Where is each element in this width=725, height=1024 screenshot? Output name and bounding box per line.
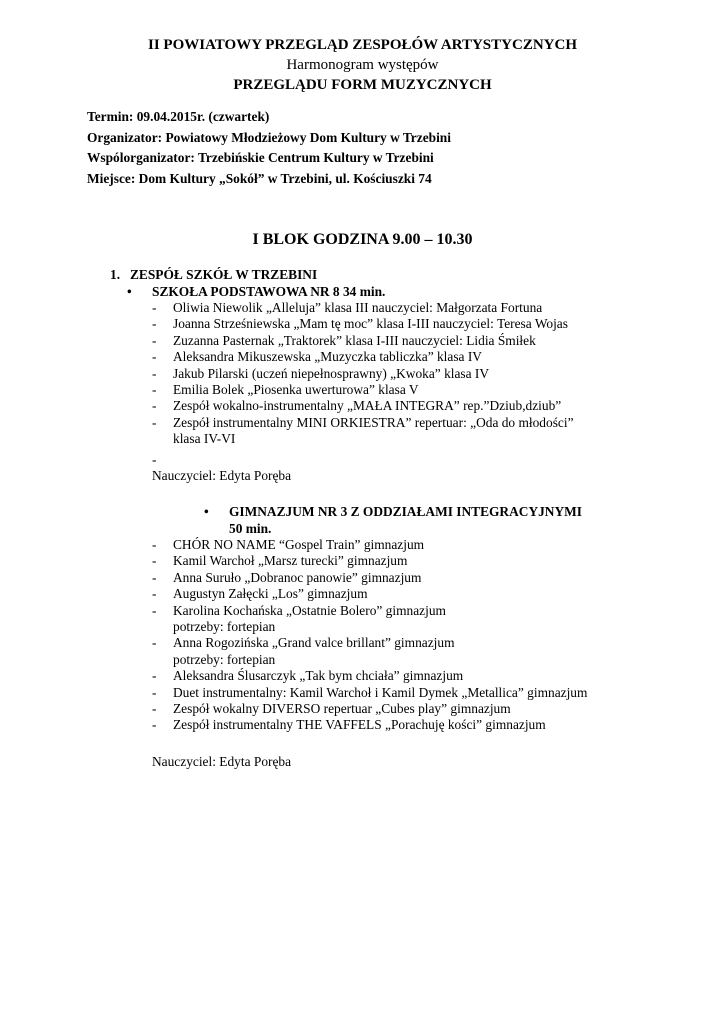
item-text: Jakub Pilarski (uczeń niepełnosprawny) „Kwoka” klasa IV [173, 365, 490, 381]
dash-marker: - [152, 684, 157, 700]
list-item [152, 701, 587, 717]
section-number: 1. [110, 267, 121, 282]
performance-list [152, 537, 587, 734]
list-item [152, 685, 587, 701]
event-organizer: Organizator: Powiatowy Młodzieżowy Dom Kultury w Trzebini [87, 129, 451, 145]
list-item [152, 603, 587, 619]
teacher-note: Nauczyciel: Edyta Poręba [152, 754, 292, 769]
item-text: Anna Rogozińska „Grand valce brillant” gimnazjum [173, 635, 455, 651]
school-heading [127, 283, 386, 300]
list-item [152, 300, 574, 316]
item-continuation: potrzeby: fortepian [173, 619, 276, 635]
list-item [152, 717, 587, 733]
event-subtitle: Harmonogram występów [286, 57, 439, 73]
item-text: Zespół instrumentalny THE VAFFELS „Porachuję kości” gimnazjum [173, 717, 546, 733]
event-info [87, 107, 451, 189]
dash-marker: - [152, 586, 157, 602]
dash-marker: - [152, 569, 157, 585]
item-text: Duet instrumentalny: Kamil Warchoł i Kamil Dymek „Metallica” gimnazjum [173, 684, 588, 700]
item-text: Joanna Strześniewska „Mam tę moc” klasa I-III nauczyciel: Teresa Wojas [173, 316, 568, 332]
item-text: Zespół instrumentalny MINI ORKIESTRA” repertuar: „Oda do młodości” [173, 414, 574, 430]
dash-marker: - [152, 316, 157, 332]
list-item [152, 382, 574, 398]
school-title: SZKOŁA PODSTAWOWA NR 8 34 min. [152, 284, 386, 299]
event-date: Termin: 09.04.2015r. (czwartek) [87, 109, 270, 124]
item-text: Aleksandra Ślusarczyk „Tak bym chciała” gimnazjum [173, 668, 464, 684]
list-item [152, 366, 574, 382]
list-item [152, 553, 587, 569]
list-item [152, 586, 587, 602]
event-venue: Miejsce: Dom Kultury „Sokół” w Trzebini, ul. Kościuszki 74 [87, 170, 432, 186]
performance-list [152, 300, 574, 448]
event-title: II POWIATOWY PRZEGLĄD ZESPOŁÓW ARTYSTYCZNYCH [148, 37, 577, 53]
school-heading [204, 503, 582, 520]
event-category: PRZEGLĄDU FORM MUZYCZNYCH [233, 77, 492, 93]
list-item [152, 316, 574, 332]
item-text: Emilia Bolek „Piosenka uwerturowa” klasa V [173, 382, 419, 398]
item-text: Augustyn Załęcki „Los” gimnazjum [173, 586, 368, 602]
dash-marker: - [152, 602, 157, 618]
item-text: CHÓR NO NAME “Gospel Train” gimnazjum [173, 537, 425, 552]
dash-marker: - [152, 701, 157, 717]
list-item [152, 570, 587, 586]
dash-marker: - [152, 635, 157, 651]
section-heading [110, 266, 317, 283]
item-text: Aleksandra Mikuszewska „Muzyczka tabliczka” klasa IV [173, 349, 482, 365]
dash-marker: - [152, 365, 157, 381]
list-item [152, 415, 574, 431]
list-item [152, 349, 574, 365]
dash-marker: - [152, 300, 157, 315]
dash-marker: - [152, 382, 157, 398]
item-text: Karolina Kochańska „Ostatnie Bolero” gimnazjum [173, 602, 446, 618]
school-duration: 50 min. [229, 521, 272, 536]
teacher-note: Nauczyciel: Edyta Poręba [152, 468, 292, 483]
item-text: Zespół wokalny DIVERSO repertuar „Cubes play” gimnazjum [173, 701, 511, 717]
block-title: I BLOK GODZINA 9.00 – 10.30 [252, 231, 473, 248]
section-title: ZESPÓŁ SZKÓŁ W TRZEBINI [130, 267, 318, 282]
list-item [152, 537, 587, 553]
item-continuation: klasa IV-VI [173, 431, 236, 447]
dash-marker: - [152, 332, 157, 348]
dash-marker: - [152, 717, 157, 733]
item-text: Zespół wokalno-instrumentalny „MAŁA INTEGRA” rep.”Dziub,dziub” [173, 398, 562, 414]
item-text: Kamil Warchoł „Marsz turecki” gimnazjum [173, 553, 408, 569]
bullet-icon: • [204, 504, 209, 519]
dash-marker: - [152, 553, 157, 569]
dash-marker: - [152, 398, 157, 414]
item-text: Anna Suruło „Dobranoc panowie” gimnazjum [173, 569, 422, 585]
list-item [152, 668, 587, 684]
dash-marker: - [152, 537, 157, 552]
dash-marker: - [152, 349, 157, 365]
event-co-organizer: Wspólorganizator: Trzebińskie Centrum Kultury w Trzebini [87, 150, 434, 165]
bullet-icon: • [127, 284, 132, 299]
item-text: Oliwia Niewolik „Alleluja” klasa III nauczyciel: Małgorzata Fortuna [173, 300, 543, 315]
dash-marker: - [152, 668, 157, 684]
item-continuation: potrzeby: fortepian [173, 651, 276, 667]
list-item [152, 635, 587, 651]
dash-marker: - [152, 414, 157, 430]
item-text: Zuzanna Pasternak „Traktorek” klasa I-III nauczyciel: Lidia Śmiłek [173, 332, 536, 348]
empty-dash: - [152, 452, 157, 467]
school-title: GIMNAZJUM NR 3 Z ODDZIAŁAMI INTEGRACYJNYMI [229, 504, 582, 519]
list-item [152, 333, 574, 349]
list-item [152, 398, 574, 414]
